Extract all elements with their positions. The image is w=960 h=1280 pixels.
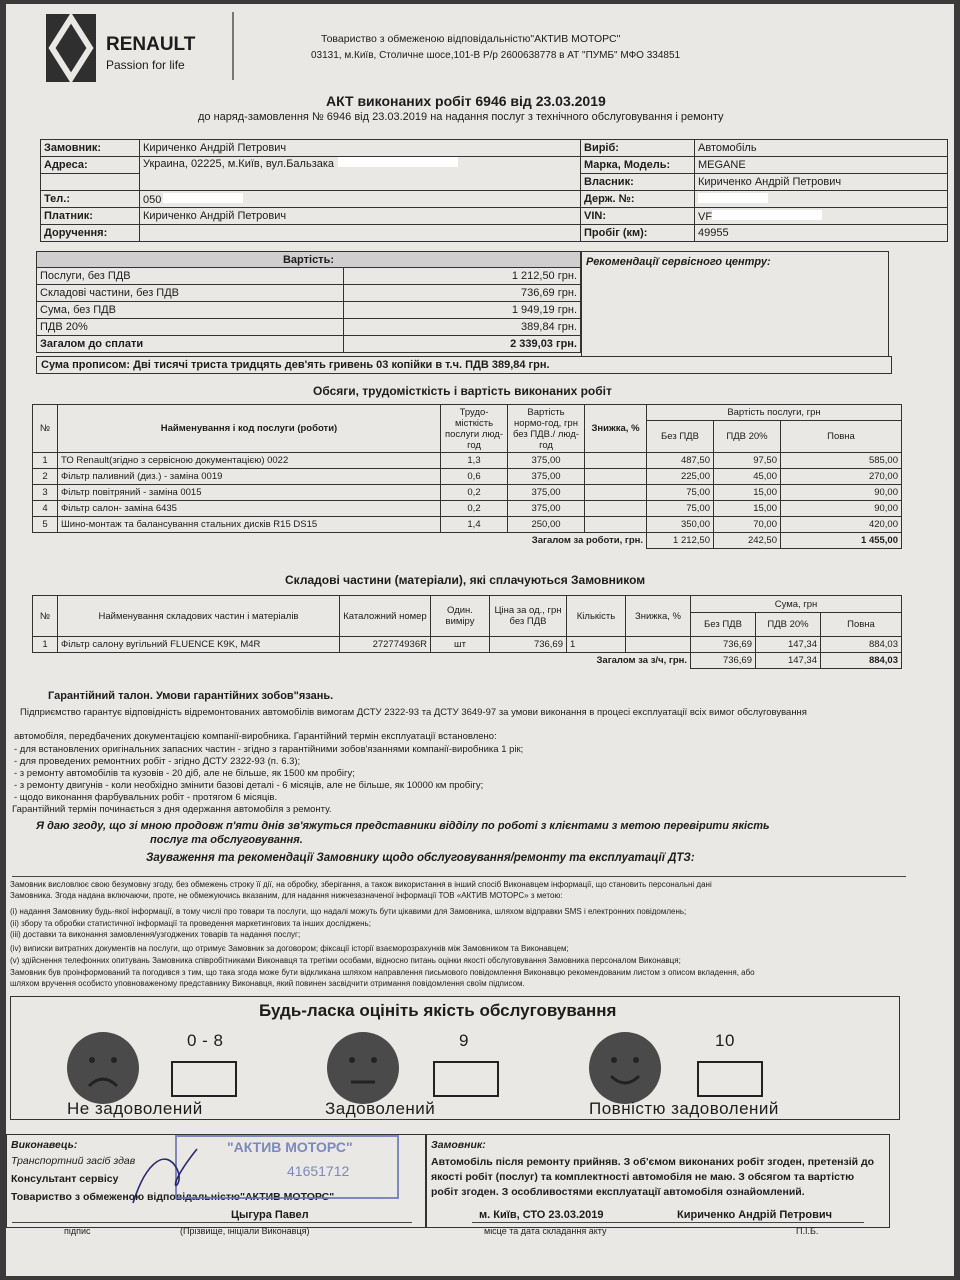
rating-checkbox-2[interactable] <box>697 1061 763 1097</box>
rating-checkbox-0[interactable] <box>171 1061 237 1097</box>
cell-full: 90,00 <box>781 501 902 517</box>
cost-value: 736,69 грн. <box>344 285 581 302</box>
mileage-label: Пробіг (км): <box>581 225 695 242</box>
cost-header: Вартість: <box>37 252 581 268</box>
col-sum: Сума, грн <box>691 596 902 613</box>
cost-value: 389,84 грн. <box>344 319 581 336</box>
customer-label: Замовник: <box>41 140 140 157</box>
cell-no: 3 <box>33 485 58 501</box>
cell-vat: 15,00 <box>714 485 781 501</box>
warranty-line: - для встановлених оригінальних запасних частин - згідно з гарантійними зобов'язаннями компанії-виробника 1 рік; <box>14 744 524 755</box>
col-unit: Один. виміру <box>431 596 490 637</box>
privacy-line: Замовник був проінформований та погодився з тим, що така згода може бути відкликана шляхом направлення письмового повідомлення Виконавцю рекомендованим листом з описом вкладення, або <box>10 968 755 977</box>
cost-table <box>36 251 581 353</box>
cell-vat: 97,50 <box>714 453 781 469</box>
cell-labor: 1,4 <box>441 517 508 533</box>
cell-qty: 1 <box>567 637 626 653</box>
place-caption: місце та дата складання акту <box>484 1226 607 1236</box>
name-caption: (Прізвище, ініціали Виконавця) <box>180 1226 310 1236</box>
table-row <box>33 501 902 517</box>
customer-name: Кириченко Андрій Петрович <box>677 1209 833 1221</box>
works-total-novat: 1 212,50 <box>647 533 714 549</box>
cell-novat: 487,50 <box>647 453 714 469</box>
cell-vat: 70,00 <box>714 517 781 533</box>
cell-name: Шино-монтаж та балансування стальних дисків R15 DS15 <box>58 517 441 533</box>
rating-label-1: Задоволений <box>325 1099 436 1118</box>
rating-range-0: 0 - 8 <box>187 1031 224 1050</box>
rating-label-2: Повністю задоволений <box>589 1099 779 1118</box>
col-full: Повна <box>821 613 902 637</box>
brand-name: RENAULT <box>106 34 196 55</box>
works-total-row <box>33 533 902 549</box>
cell-novat: 350,00 <box>647 517 714 533</box>
assign-value <box>140 225 581 242</box>
customer-line <box>472 1222 864 1223</box>
table-row <box>33 637 902 653</box>
works-total-vat: 242,50 <box>714 533 781 549</box>
cost-label: ПДВ 20% <box>37 319 344 336</box>
col-price: Ціна за од., грн без ПДВ <box>490 596 567 637</box>
customer-text: Автомобіль після ремонту прийняв. З об'ємом виконаних робіт згоден, претензій до якості робіт (послуг) та комплектності автомобіля не маю. З обсягом та вартістю робіт згоден. З особливостями експлуатації автомобіля ознайомлений. <box>431 1156 875 1198</box>
cell-labor: 1,3 <box>441 453 508 469</box>
brand-slogan: Passion for life <box>106 58 185 72</box>
cell-name: Фільтр салон- заміна 6435 <box>58 501 441 517</box>
pib-caption: П.І.Б. <box>796 1226 819 1236</box>
stamp-text: "АКТИВ МОТОРС" <box>227 1139 353 1155</box>
reg-label: Держ. №: <box>581 191 695 208</box>
cell-rate: 250,00 <box>508 517 585 533</box>
vin-label: VIN: <box>581 208 695 225</box>
payer-value: Кириченко Андрій Петрович <box>140 208 581 225</box>
customer-label: Замовник: <box>431 1139 486 1151</box>
col-no: № <box>33 596 58 637</box>
remarks-line <box>12 876 906 877</box>
cell-name: Фільтр паливний (диз.) - заміна 0019 <box>58 469 441 485</box>
cost-value: 1 212,50 грн. <box>344 268 581 285</box>
company-name: Товариство з обмеженою відповідальністю"АКТИВ МОТОРС" <box>321 33 621 45</box>
parts-total-row <box>33 653 902 669</box>
privacy-line: (v) здійснення телефонних опитувань Замовника співробітниками Виконавця та третіми особами, відносно питань оцінки якості обслуговування Замовника персоналом Виконавця; <box>10 956 681 965</box>
col-novat: Без ПДВ <box>691 613 756 637</box>
parts-total-novat: 736,69 <box>691 653 756 669</box>
recommendations-header: Рекомендації сервісного центру: <box>586 256 771 268</box>
phone-value: 050 <box>143 193 162 206</box>
make-value: MEGANE <box>695 157 948 174</box>
parts-total-label: Загалом за з/ч, грн. <box>33 653 691 669</box>
consent-text: Я даю згоду, що зі мною продовж п'яти днів зв'яжуться представники відділу по роботі з клієнтами з метою перевірити якість <box>36 820 770 832</box>
make-label: Марка, Модель: <box>581 157 695 174</box>
col-vat: ПДВ 20% <box>714 421 781 453</box>
privacy-line: шляхом вручення особисто уповноваженому представнику Виконавця, який повинен засвідчити отримання повідомлення своїм підписом. <box>10 979 525 988</box>
parts-title: Складові частини (матеріали), які сплачуються Замовником <box>285 573 646 587</box>
cell-novat: 225,00 <box>647 469 714 485</box>
cell-vat: 15,00 <box>714 501 781 517</box>
col-labor: Трудо-місткість послуги люд-год <box>441 405 508 453</box>
recommendations-box <box>581 251 889 357</box>
cost-label: Складові частини, без ПДВ <box>37 285 344 302</box>
executor-label: Виконавець: <box>11 1139 78 1151</box>
cell-rate: 375,00 <box>508 469 585 485</box>
address-label: Адреса: <box>41 157 140 174</box>
act-subtitle: до наряд-замовлення № 6946 від 23.03.2019 на надання послуг з технічного обслуговування і ремонту <box>198 111 724 123</box>
cell-novat: 736,69 <box>691 637 756 653</box>
rating-box <box>10 996 900 1120</box>
sum-in-words: Сума прописом: Дві тисячі триста тридцять дев'ять гривень 03 копійки в т.ч. ПДВ 389,84 грн. <box>36 356 892 374</box>
executor-name: Цыгура Павел <box>231 1209 309 1221</box>
redaction-mark <box>712 210 822 220</box>
privacy-line: (iv) виписки витратних документів на послуги, що отримує Замовник за договором; фіксації історії взаєморозрахунків між Замовником та Виконавцем; <box>10 944 569 953</box>
table-row <box>33 517 902 533</box>
customer-box <box>426 1134 890 1228</box>
privacy-line: Замовника. Згода надана включаючи, проте, не обмежуючись вказаним, для надання нижчезазначеної інформації ТОВ «АКТИВ МОТОРС» з метою: <box>10 891 563 900</box>
warranty-line: - щодо виконання фарбувальних робіт - протягом 6 місяців. <box>14 792 278 803</box>
cell-labor: 0,2 <box>441 485 508 501</box>
cell-full: 420,00 <box>781 517 902 533</box>
works-title: Обсяги, трудомісткість і вартість виконаних робіт <box>313 384 612 398</box>
payer-label: Платник: <box>41 208 140 225</box>
cell-no: 4 <box>33 501 58 517</box>
col-vat: ПДВ 20% <box>756 613 821 637</box>
cell-full: 884,03 <box>821 637 902 653</box>
cell-full: 90,00 <box>781 485 902 501</box>
product-label: Виріб: <box>581 140 695 157</box>
works-table <box>32 404 902 549</box>
col-rate: Вартість нормо-год, грн без ПДВ./ люд-год <box>508 405 585 453</box>
executor-line-1: Транспортний засіб здав <box>11 1155 136 1167</box>
cell-vat: 45,00 <box>714 469 781 485</box>
sign-caption: підпис <box>64 1226 91 1236</box>
redaction-mark <box>338 157 458 167</box>
col-name: Найменування складових частин і матеріалів <box>58 596 340 637</box>
warranty-line: автомобіля, передбачених документацією компанії-виробника. Гарантійний термін експлуатації встановлено: <box>14 731 497 742</box>
cell-rate: 375,00 <box>508 453 585 469</box>
owner-label: Власник: <box>581 174 695 191</box>
company-address: 03131, м.Київ, Столичне шосе,101-В Р/р 2600638778 в АТ "ПУМБ" МФО 334851 <box>311 50 681 61</box>
stamp-code: 41651712 <box>287 1163 350 1179</box>
cell-name: Фільтр салону вугільний FLUENCE K9K, M4R <box>58 637 340 653</box>
col-discount: Знижка, % <box>585 405 647 453</box>
vin-value: VF <box>698 210 713 223</box>
client-table <box>40 139 948 242</box>
rating-title: Будь-ласка оцініть якість обслуговування <box>259 1001 617 1020</box>
renault-logo <box>46 14 96 82</box>
cell-labor: 0,2 <box>441 501 508 517</box>
privacy-line: (iii) доставки та виконання замовлення/узгоджених товарів та надання послуг; <box>10 930 301 939</box>
act-document <box>6 4 954 1276</box>
warranty-line: Підприємство гарантує відповідність відремонтованих автомобілів вимогам ДСТУ 2322-93 та ДСТУ 3649-97 за умови виконання в процесі експлуатації всіх вимог обслуговування <box>20 707 807 718</box>
warranty-line: - для проведених ремонтних робіт - згідно ДСТУ 2322-93 (п. 6.3); <box>14 756 301 767</box>
col-qty: Кількість <box>567 596 626 637</box>
act-title: АКТ виконаних робіт 6946 від 23.03.2019 <box>326 93 606 109</box>
cell-rate: 375,00 <box>508 501 585 517</box>
mileage-value: 49955 <box>695 225 948 242</box>
redaction-mark <box>698 193 768 203</box>
parts-total-full: 884,03 <box>821 653 902 669</box>
works-total-full: 1 455,00 <box>781 533 902 549</box>
col-cost: Вартість послуги, грн <box>647 405 902 421</box>
neutral-face-icon <box>327 1032 399 1104</box>
col-cat: Каталожний номер <box>340 596 431 637</box>
cell-name: ТО Renault(згідно з сервісною документацією) 0022 <box>58 453 441 469</box>
cell-unit: шт <box>431 637 490 653</box>
customer-value: Кириченко Андрій Петрович <box>140 140 581 157</box>
col-no: № <box>33 405 58 453</box>
cell-labor: 0,6 <box>441 469 508 485</box>
col-full: Повна <box>781 421 902 453</box>
redaction-mark <box>163 193 243 203</box>
warranty-line: Гарантійний термін починається з дня одержання автомобіля з ремонту. <box>12 804 332 815</box>
parts-table <box>32 595 902 669</box>
cell-no: 2 <box>33 469 58 485</box>
product-value: Автомобіль <box>695 140 948 157</box>
col-novat: Без ПДВ <box>647 421 714 453</box>
executor-stamp <box>175 1135 399 1199</box>
executor-signature-icon <box>127 1139 207 1209</box>
cost-value: 1 949,19 грн. <box>344 302 581 319</box>
sad-face-icon <box>67 1032 139 1104</box>
cost-label: Сума, без ПДВ <box>37 302 344 319</box>
cell-novat: 75,00 <box>647 501 714 517</box>
privacy-line: (ii) збору та обробки статистичної інформації та проведення маркетингових та інших досліджень; <box>10 919 371 928</box>
col-discount: Знижка, % <box>626 596 691 637</box>
rating-label-0: Не задоволений <box>67 1099 203 1118</box>
parts-total-vat: 147,34 <box>756 653 821 669</box>
col-name: Найменування і код послуги (роботи) <box>58 405 441 453</box>
header-divider <box>232 12 234 80</box>
cost-label: Послуги, без ПДВ <box>37 268 344 285</box>
cell-no: 1 <box>33 453 58 469</box>
owner-value: Кириченко Андрій Петрович <box>695 174 948 191</box>
happy-face-icon <box>589 1032 661 1104</box>
cell-price: 736,69 <box>490 637 567 653</box>
cell-full: 585,00 <box>781 453 902 469</box>
privacy-line: Замовник висловлює свою безумовну згоду, без обмежень строку її дії, на обробку, зберігання, а також використання в інший спосіб Виконавцем інформації, що становить персональні дані <box>10 880 712 889</box>
total-label: Загалом до сплати <box>37 336 344 353</box>
table-row <box>33 453 902 469</box>
cell-novat: 75,00 <box>647 485 714 501</box>
warranty-line: - з ремонту автомобілів та кузовів - 20 діб, але не більше, як 1500 км пробігу; <box>14 768 355 779</box>
rating-range-2: 10 <box>715 1031 735 1050</box>
cell-vat: 147,34 <box>756 637 821 653</box>
rating-range-1: 9 <box>459 1031 469 1050</box>
signature-line <box>12 1222 412 1223</box>
cell-no: 5 <box>33 517 58 533</box>
warranty-title: Гарантійний талон. Умови гарантійних зобов"язань. <box>48 690 334 702</box>
phone-label: Тел.: <box>41 191 140 208</box>
address-value: Украина, 02225, м.Київ, вул.Бальзака <box>143 158 335 170</box>
rating-checkbox-1[interactable] <box>433 1061 499 1097</box>
cell-rate: 375,00 <box>508 485 585 501</box>
table-row <box>33 485 902 501</box>
cell-no: 1 <box>33 637 58 653</box>
cell-cat: 272774936R <box>340 637 431 653</box>
privacy-line: (i) надання Замовнику будь-якої інформації, в тому числі про товари та послуги, що надалі можуть бути цікавими для Замовника, шляхом відправки SMS і електронних повідомлень; <box>10 907 687 916</box>
assign-label: Доручення: <box>41 225 140 242</box>
cell-name: Фільтр повітряний - заміна 0015 <box>58 485 441 501</box>
table-row <box>33 469 902 485</box>
place-date: м. Київ, СТО 23.03.2019 <box>479 1209 604 1221</box>
executor-line-2: Консультант сервісу <box>11 1173 119 1185</box>
warranty-line: - з ремонту двигунів - коли необхідно змінити базові деталі - 6 місяців, але не більше, як 10000 км пробігу; <box>14 780 484 791</box>
total-value: 2 339,03 грн. <box>344 336 581 353</box>
executor-box <box>6 1134 426 1228</box>
works-total-label: Загалом за роботи, грн. <box>33 533 647 549</box>
cell-full: 270,00 <box>781 469 902 485</box>
executor-line-3: Товариство з обмеженою відповідальністю"АКТИВ МОТОРС" <box>11 1191 335 1203</box>
consent-text-2: послуг та обслуговування. <box>150 834 303 846</box>
remarks-title: Зауваження та рекомендації Замовнику щодо обслуговування/ремонту та експлуатації ДТЗ: <box>146 852 695 864</box>
